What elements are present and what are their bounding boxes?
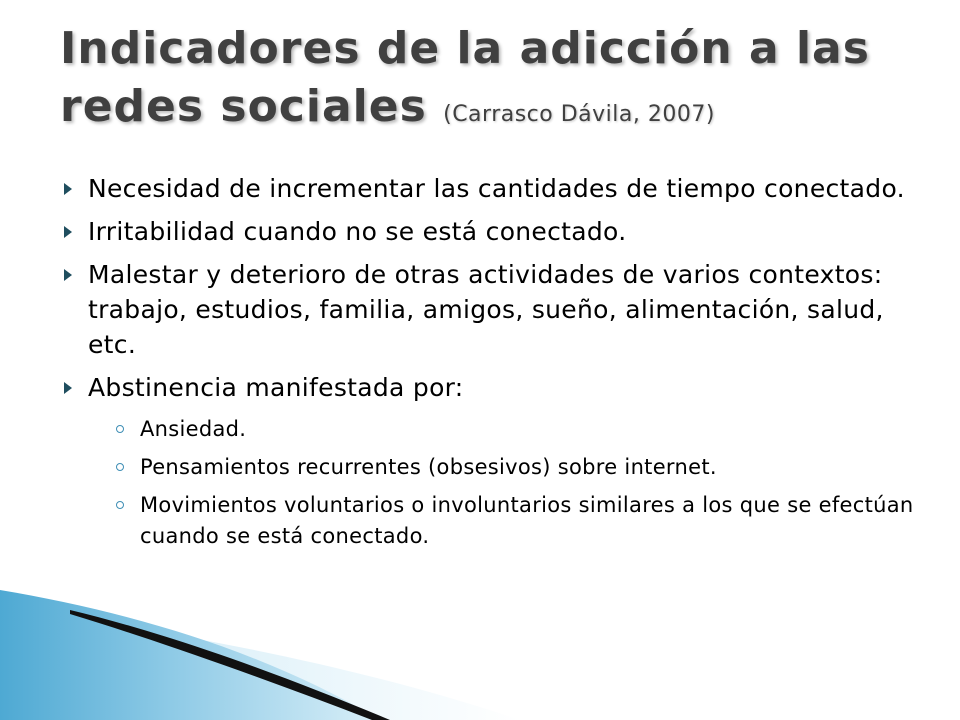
bullet-arrow-icon bbox=[64, 183, 72, 195]
slide-body bbox=[62, 171, 922, 560]
bullet-list bbox=[62, 171, 922, 552]
bullet-item bbox=[62, 257, 922, 362]
bullet-text: Irritabilidad cuando no se está conectado. bbox=[88, 217, 627, 246]
bullet-item bbox=[62, 171, 922, 206]
sub-bullet-item bbox=[88, 414, 922, 445]
sub-bullet-list bbox=[88, 414, 922, 552]
bullet-item bbox=[62, 370, 922, 552]
bullet-arrow-icon bbox=[64, 382, 72, 394]
sub-bullet-circle-icon bbox=[116, 463, 124, 471]
sub-bullet-circle-icon bbox=[116, 425, 124, 433]
sub-bullet-text: Pensamientos recurrentes (obsesivos) sobre internet. bbox=[140, 455, 717, 479]
sub-bullet-circle-icon bbox=[116, 501, 124, 509]
title-citation: (Carrasco Dávila, 2007) bbox=[443, 102, 715, 127]
sub-bullet-item bbox=[88, 452, 922, 483]
bullet-item bbox=[62, 214, 922, 249]
bullet-arrow-icon bbox=[64, 226, 72, 238]
bullet-arrow-icon bbox=[64, 269, 72, 281]
slide-title bbox=[60, 20, 920, 144]
bullet-text: Malestar y deterioro de otras actividades de varios contextos: trabajo, estudios, familia, amigos, sueño, alimentación, salud, etc. bbox=[88, 260, 884, 359]
sub-bullet-text: Movimientos voluntarios o involuntarios similares a los que se efectúan cuando se está conectado. bbox=[140, 493, 914, 548]
sub-bullet-text: Ansiedad. bbox=[140, 417, 247, 441]
title-main: Indicadores de la adicción a las redes sociales bbox=[60, 23, 870, 132]
bullet-text: Abstinencia manifestada por: bbox=[88, 373, 464, 402]
bullet-text: Necesidad de incrementar las cantidades de tiempo conectado. bbox=[88, 174, 905, 203]
sub-bullet-item bbox=[88, 490, 922, 552]
corner-swoosh-decoration bbox=[0, 570, 960, 720]
